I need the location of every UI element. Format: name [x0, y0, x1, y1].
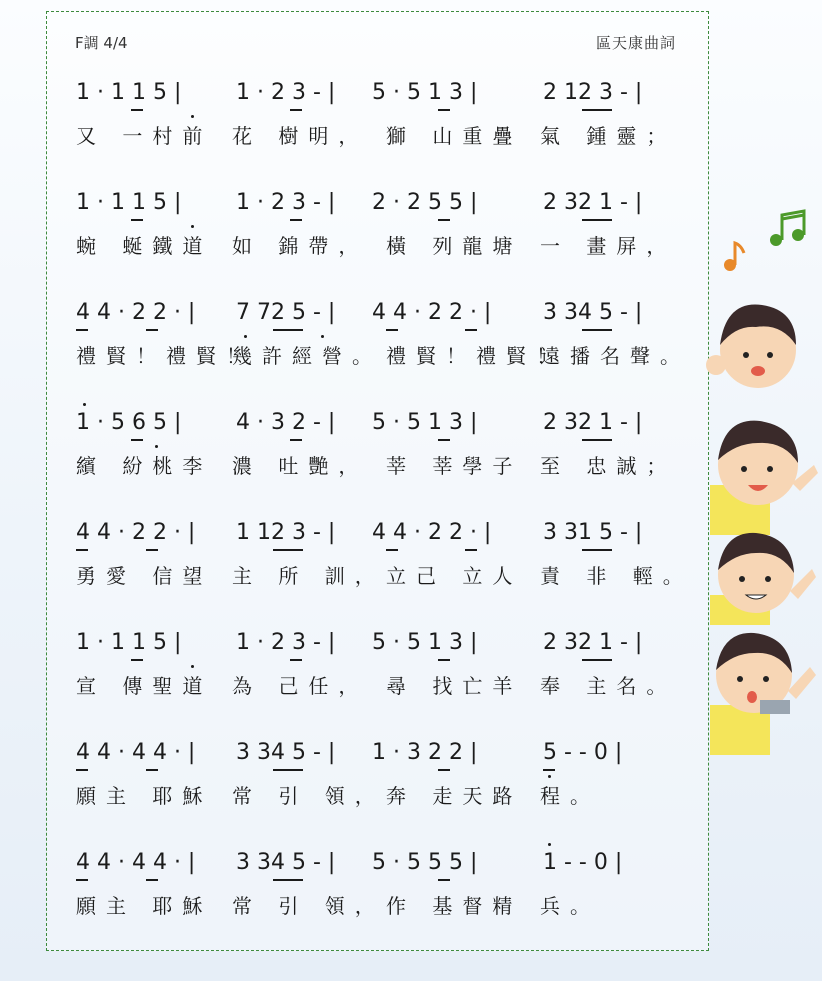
underline-mark — [438, 219, 450, 221]
measure: 5 - - 0 | — [543, 740, 623, 765]
octave-dot — [244, 335, 247, 338]
measure: 1 · 1 1 5 | — [76, 80, 182, 105]
lyrics-row — [0, 120, 822, 156]
underline-mark — [582, 439, 612, 441]
measure: 1 · 1 1 5 | — [76, 190, 182, 215]
lyric-phrase: 兵。 — [540, 894, 600, 918]
measure: 2 32 1 - | — [543, 410, 643, 435]
underline-mark — [465, 549, 477, 551]
underline-mark — [273, 879, 303, 881]
lyric-phrase: 莘 莘學子 — [386, 454, 523, 478]
lyric-phrase: 幾許經營。 — [232, 344, 382, 368]
lyric-phrase: 花 樹明， — [232, 124, 369, 148]
underline-mark — [438, 769, 450, 771]
measure: 3 34 5 - | — [236, 740, 336, 765]
underline-mark — [273, 329, 303, 331]
lyric-phrase: 又 一村前 — [76, 124, 213, 148]
measure: 1 12 3 - | — [236, 520, 336, 545]
measure: 7 72 5 - | — [236, 300, 336, 325]
measure: 5 · 5 1 3 | — [372, 630, 478, 655]
music-notes-icon — [724, 211, 804, 271]
child-face-2 — [710, 421, 818, 535]
measure: 1 - - 0 | — [543, 850, 623, 875]
lyric-phrase: 宣 傳聖道 — [76, 674, 213, 698]
child-face-3 — [710, 533, 816, 625]
lyric-phrase: 濃 吐艷， — [232, 454, 369, 478]
composer-lyricist: 區天康曲詞 — [596, 34, 677, 52]
lyric-phrase: 作 基督精 — [386, 894, 523, 918]
measure: 3 34 5 - | — [236, 850, 336, 875]
lyrics-row — [0, 890, 822, 926]
measure: 2 32 1 - | — [543, 630, 643, 655]
underline-mark — [273, 769, 303, 771]
child-face-4 — [710, 633, 816, 755]
underline-mark — [438, 659, 450, 661]
octave-dot — [155, 445, 158, 448]
notation-row — [0, 80, 822, 120]
lyric-phrase: 如 錦帶， — [232, 234, 369, 258]
measure: 4 4 · 2 2 · | — [76, 300, 196, 325]
measure: 4 4 · 2 2 · | — [372, 300, 492, 325]
lyric-phrase: 立己 立人 — [386, 564, 523, 588]
lyric-phrase: 禮賢！禮賢！ — [76, 344, 256, 368]
measure: 2 12 3 - | — [543, 80, 643, 105]
measure: 4 4 · 2 2 · | — [76, 520, 196, 545]
score-line — [0, 80, 822, 170]
octave-dot — [548, 775, 551, 778]
underline-mark — [438, 109, 450, 111]
measure: 4 4 · 2 2 · | — [372, 520, 492, 545]
lyric-phrase: 繽 紛桃李 — [76, 454, 213, 478]
underline-mark — [386, 329, 398, 331]
underline-mark — [76, 769, 88, 771]
score-line — [0, 850, 822, 940]
octave-dot — [83, 403, 86, 406]
lyric-phrase: 常 引 領， — [232, 784, 385, 808]
underline-mark — [76, 329, 88, 331]
lyric-phrase: 為 己任， — [232, 674, 369, 698]
measure: 3 34 5 - | — [543, 300, 643, 325]
lyric-phrase: 奉 主名。 — [540, 674, 677, 698]
measure: 1 · 2 3 - | — [236, 190, 336, 215]
lyric-phrase: 一 畫屏， — [540, 234, 677, 258]
underline-mark — [290, 219, 302, 221]
measure: 4 · 3 2 - | — [236, 410, 336, 435]
underline-mark — [131, 219, 143, 221]
measure: 5 · 5 5 5 | — [372, 850, 478, 875]
underline-mark — [582, 549, 612, 551]
key-signature: F調 4/4 — [75, 34, 128, 52]
underline-mark — [290, 659, 302, 661]
underline-mark — [582, 329, 612, 331]
underline-mark — [438, 439, 450, 441]
lyric-phrase: 氣 鍾靈； — [540, 124, 677, 148]
lyric-phrase: 願主 耶穌 — [76, 894, 213, 918]
underline-mark — [146, 769, 158, 771]
measure: 1 · 3 2 2 | — [372, 740, 478, 765]
lyric-phrase: 至 忠誠； — [540, 454, 677, 478]
lyric-phrase: 常 引 領， — [232, 894, 385, 918]
lyric-phrase: 責 非 輕。 — [540, 564, 693, 588]
underline-mark — [146, 329, 158, 331]
lyric-phrase: 尋 找亡羊 — [386, 674, 523, 698]
underline-mark — [146, 879, 158, 881]
lyric-phrase: 奔 走天路 — [386, 784, 523, 808]
underline-mark — [76, 879, 88, 881]
underline-mark — [582, 109, 612, 111]
measure: 4 4 · 4 4 · | — [76, 740, 196, 765]
underline-mark — [131, 109, 143, 111]
lyrics-row — [0, 780, 822, 816]
children-illustration — [696, 205, 822, 765]
lyric-phrase: 願主 耶穌 — [76, 784, 213, 808]
measure: 1 · 1 1 5 | — [76, 630, 182, 655]
underline-mark — [290, 109, 302, 111]
octave-dot — [548, 843, 551, 846]
lyric-phrase: 橫 列龍塘 — [386, 234, 523, 258]
octave-dot — [191, 115, 194, 118]
underline-mark — [465, 329, 477, 331]
measure: 2 32 1 - | — [543, 190, 643, 215]
underline-mark — [131, 659, 143, 661]
underline-mark — [290, 439, 302, 441]
measure: 2 · 2 5 5 | — [372, 190, 478, 215]
measure: 1 · 2 3 - | — [236, 80, 336, 105]
octave-dot — [321, 335, 324, 338]
lyric-phrase: 獅 山重疊 — [386, 124, 523, 148]
measure: 1 · 5 6 5 | — [76, 410, 182, 435]
underline-mark — [146, 549, 158, 551]
underline-mark — [273, 549, 303, 551]
notation-row — [0, 850, 822, 890]
measure: 5 · 5 1 3 | — [372, 410, 478, 435]
underline-mark — [543, 769, 555, 771]
underline-mark — [76, 549, 88, 551]
measure: 5 · 5 1 3 | — [372, 80, 478, 105]
octave-dot — [191, 225, 194, 228]
underline-mark — [131, 439, 143, 441]
lyric-phrase: 勇愛 信望 — [76, 564, 213, 588]
lyric-phrase: 禮賢！禮賢！ — [386, 344, 566, 368]
underline-mark — [582, 659, 612, 661]
child-face-1 — [706, 305, 796, 389]
underline-mark — [438, 879, 450, 881]
underline-mark — [582, 219, 612, 221]
underline-mark — [386, 549, 398, 551]
lyric-phrase: 遠播名聲。 — [540, 344, 690, 368]
measure: 3 31 5 - | — [543, 520, 643, 545]
measure: 4 4 · 4 4 · | — [76, 850, 196, 875]
measure: 1 · 2 3 - | — [236, 630, 336, 655]
lyric-phrase: 主 所 訓， — [232, 564, 385, 588]
lyric-phrase: 程。 — [540, 784, 600, 808]
octave-dot — [191, 665, 194, 668]
lyric-phrase: 蜿 蜒鐵道 — [76, 234, 213, 258]
